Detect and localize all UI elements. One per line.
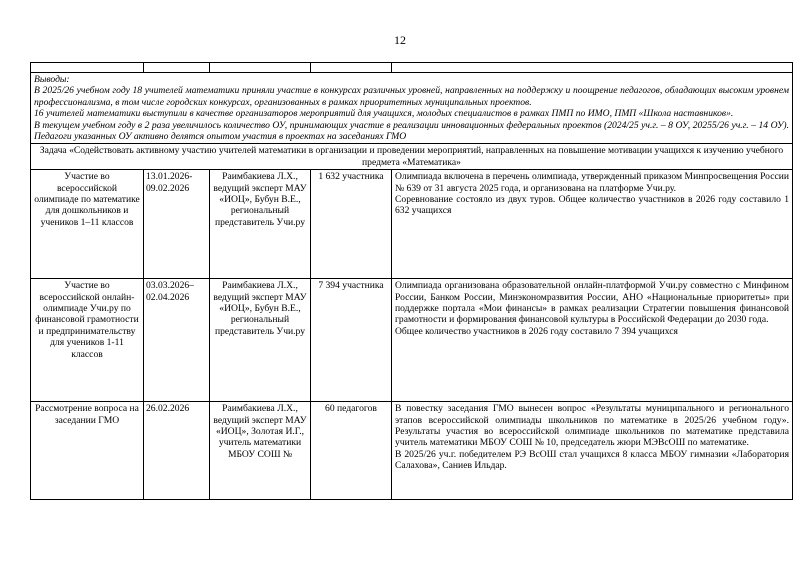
participants-cell: 60 педагогов (311, 402, 392, 500)
result-cell (392, 402, 793, 500)
responsible-cell: Раимбакиева Л.Х., ведущий эксперт МАУ «ИОЦ», Золотая И.Г., учитель математики МБОУ СОШ № (210, 402, 311, 500)
table-row (31, 402, 793, 500)
result-paragraph: Соревнование состояло из двух туров. Общее количество участников в 2026 году составило 1 632 учащихся (395, 194, 789, 217)
dates-cell: 26.02.2026 (144, 402, 210, 500)
page-number: 12 (394, 33, 406, 47)
conclusions-heading: Выводы: (34, 74, 70, 85)
table-row (31, 170, 793, 279)
task-row (31, 144, 793, 170)
responsible-cell: Раимбакиева Л.Х., ведущий эксперт МАУ «ИОЦ», Бубун В.Е., региональный представитель Учи.ру (210, 170, 311, 279)
report-table (30, 62, 793, 500)
event-cell: Участие во всероссийской олимпиаде по математике для дошкольников и учеников 1–11 классов (31, 170, 144, 279)
conclusions-paragraph: 16 учителей математики выступили в качестве организаторов мероприятий для учащихся, молодых специалистов в рамках ПМП по ИМО, ПМП «Школа наставников». (34, 108, 734, 120)
conclusions-row (31, 73, 793, 144)
task-title: Задача «Содействовать активному участию учителей математики в организации и проведении мероприятий, направленных на повышение мотивации учащихся к изучению учебного предмета «Математика» (31, 144, 793, 170)
result-paragraph: Общее количество участников в 2026 году составило 7 394 учащихся (395, 325, 678, 337)
table-continuation-row (31, 63, 793, 73)
conclusions-cell (31, 73, 793, 144)
participants-cell: 7 394 участника (311, 279, 392, 402)
participants-cell: 1 632 участника (311, 170, 392, 279)
table-row (31, 279, 793, 402)
event-cell: Участие во всероссийской онлайн-олимпиаде Учи.ру по финансовой грамотности и предпринимательству для учеников 1-11 классов (31, 279, 144, 402)
result-cell (392, 170, 793, 279)
event-cell: Рассмотрение вопроса на заседании ГМО (31, 402, 144, 500)
result-cell (392, 279, 793, 402)
result-paragraph: Олимпиада включена в перечень олимпиада, утвержденный приказом Минпросвещения России № 639 от 31 августа 2025 года, и организована на платформе Учи.ру. (395, 171, 789, 194)
dates-cell: 03.03.2026–02.04.2026 (144, 279, 210, 402)
responsible-cell: Раимбакиева Л.Х., ведущий эксперт МАУ «ИОЦ», Бубун В.Е., региональный представитель Учи.ру (210, 279, 311, 402)
result-paragraph: В повестку заседания ГМО вынесен вопрос «Результаты муниципального и регионального этапов всероссийской олимпиады школьников по математике в 2025/26 учебном году». Результаты участия во всероссийской олимпиаде школьников по математике представила учитель математики МБОУ СОШ № 10, председатель жюри МЭВсОШ по математике. (395, 403, 789, 449)
conclusions-paragraph: В текущем учебном году в 2 раза увеличилось количество ОУ, принимающих участие в реализации инновационных федеральных проектов (2024/25 уч.г. – 8 ОУ, 20255/26 уч.г. – 14 ОУ). Педагоги указанных ОУ активно делятся опытом участия в проектах на заседаниях ГМО (34, 119, 789, 143)
conclusions-paragraph: В 2025/26 учебном году 18 учителей математики приняли участие в конкурсах различных уровней, направленных на поддержку и поощрение педагогов, обладающих высоким уровнем профессионализма, в том числе городских конкурсах, организованных в рамках приоритетных муниципальных проектов. (34, 85, 789, 108)
result-paragraph: Олимпиада организована образовательной онлайн-платформой Учи.ру совместно с Минфином России, Банком России, Минэкономразвития России, АНО «Национальные приоритеты» при поддержке портала «Мои финансы» в рамках реализации Стратегии повышения финансовой грамотности и формирования финансовой культуры в Российской Федерации до 2030 года. (395, 280, 789, 326)
result-paragraph: В 2025/26 уч.г. победителем РЭ ВсОШ стал учащихся 8 класса МБОУ гимназии «Лаборатория Салахова», Саниев Ильдар. (395, 448, 789, 472)
dates-cell: 13.01.2026-09.02.2026 (144, 170, 210, 279)
